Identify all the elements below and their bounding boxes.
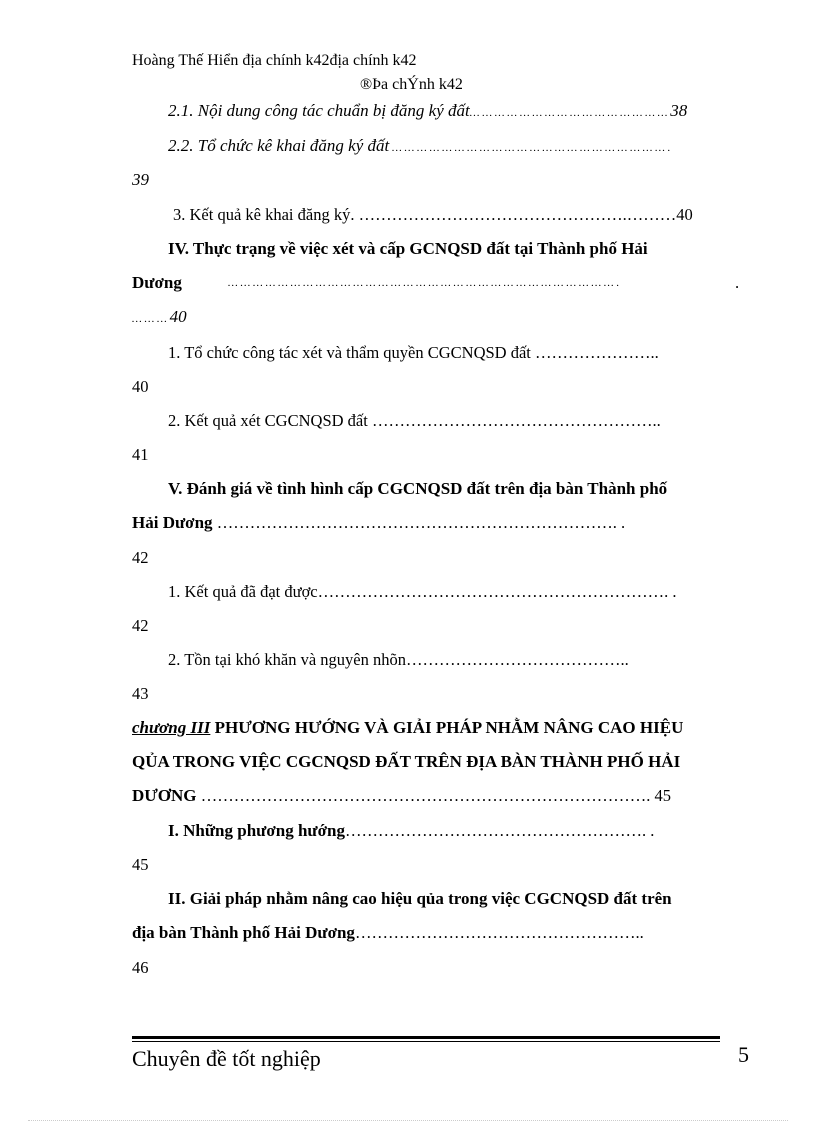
toc-chapter-iii-cont: QỦA TRONG VIỆC CGCNQSD ĐẤT TRÊN ĐỊA BÀN THÀNH PHỐ HẢI (132, 752, 681, 771)
toc-leader: … … … … … … … … … … … … … … … … (469, 107, 671, 119)
toc-leader: ………………………………………………………………. . (216, 513, 626, 532)
toc-leader: ………………………………….. (406, 650, 629, 669)
toc-entry-iv: IV. Thực trạng về việc xét và cấp GCNQSD đất tại Thành phố Hải (168, 239, 648, 258)
toc-page-number: 40 (132, 377, 149, 396)
header-subtitle: ®Þa chÝnh k42 (360, 76, 463, 93)
toc-entry-text: 1. Kết quả đã đạt được (168, 582, 318, 601)
toc-entry-iv-2 (168, 411, 661, 431)
toc-entry-v-cont (132, 513, 625, 533)
toc-page-number: 38 (670, 101, 688, 120)
footer-title: Chuyên đề tốt nghiệp (132, 1046, 321, 1071)
toc-page-number: 46 (132, 958, 149, 977)
footer-page-number: 5 (738, 1042, 749, 1067)
toc-chapter-iii (132, 718, 683, 738)
toc-leader-end: . (735, 273, 740, 292)
toc-entry-text: 2.2. Tổ chức kê khai đăng ký đất (168, 136, 390, 155)
toc-entry-iv-1 (168, 343, 659, 363)
toc-entry-v-1 (168, 582, 677, 602)
toc-entry-text: DƯƠNG (132, 786, 201, 805)
toc-leader: … … … … … … … … … … … … … … … … … … … … … … . (389, 142, 671, 154)
toc-leader: ………………….. (534, 343, 659, 362)
toc-chapter-iii-end (132, 786, 671, 806)
toc-entry-3 (173, 205, 693, 225)
toc-entry-v: V. Đánh giá về tình hình cấp CGCNQSD đất trên địa bàn Thành phố (168, 479, 668, 498)
toc-leader: ………………………………………………………. . (317, 582, 677, 601)
toc-entry-text: I. Những phương hướng (168, 821, 346, 840)
toc-leader: ………………………………………….……… (358, 205, 677, 224)
toc-page-number: 40 (676, 205, 693, 224)
toc-entry-text: 2. Kết quả xét CGCNQSD đất (168, 411, 372, 430)
toc-page-number: 45 (132, 855, 149, 874)
toc-page-number: 39 (132, 170, 149, 189)
toc-leader: … … … … … … … … … … … … … … … … … … … … … … … … … … … … … … … . (228, 277, 620, 289)
toc-entry-v-2 (168, 650, 629, 670)
toc-entry-text: 2. Tồn tại khó khăn và nguyên nhõn (168, 650, 406, 669)
toc-leader: ………………………………………………. . (345, 821, 655, 840)
toc-page-number: 41 (132, 445, 149, 464)
toc-entry-iii-ii: II. Giải pháp nhằm nâng cao hiệu qủa trong việc CGCNQSD đất trên (168, 889, 672, 908)
toc-page-number: 40 (169, 307, 187, 326)
toc-leader: ………………………………………………………………………. (200, 786, 651, 805)
toc-leader: …………………………………………….. (354, 923, 644, 942)
toc-page-number: 42 (132, 548, 149, 567)
toc-entry-text: Hải Dương (132, 513, 217, 532)
toc-entry-iii-i (168, 821, 654, 841)
toc-entry-iv-page (132, 307, 187, 327)
toc-entry-text: PHƯƠNG HƯỚNG VÀ GIẢI PHÁP NHẰM NÂNG CAO HIỆU (210, 718, 684, 737)
toc-entry-text: 2.1. Nội dung công tác chuẩn bị đăng ký đất (168, 101, 470, 120)
toc-entry-iii-ii-cont (132, 923, 644, 943)
toc-entry-text: địa bàn Thành phố Hải Dương (132, 923, 355, 942)
toc-entry-text: 3. Kết quả kê khai đăng ký. (173, 205, 359, 224)
toc-entry-iv-cont: Dương (132, 273, 182, 292)
footer-rule-thin (132, 1041, 720, 1042)
toc-page-number: 43 (132, 684, 149, 703)
footer-rule-thick (132, 1036, 720, 1039)
toc-page-number: 42 (132, 616, 149, 635)
toc-entry-text: 1. Tổ chức công tác xét và thẩm quyền CGCNQSD đất (168, 343, 535, 362)
page-bottom-divider (28, 1120, 788, 1121)
toc-entry-2-2 (168, 136, 670, 156)
toc-leader: …………………………………………….. (371, 411, 661, 430)
toc-page-number: 45 (650, 786, 672, 805)
toc-entry-2-1 (168, 101, 687, 121)
chapter-label: chương III (132, 718, 211, 737)
header-author: Hoàng Thế Hiển địa chính k42địa chính k42 (132, 52, 417, 69)
toc-leader: … … … (132, 313, 170, 325)
